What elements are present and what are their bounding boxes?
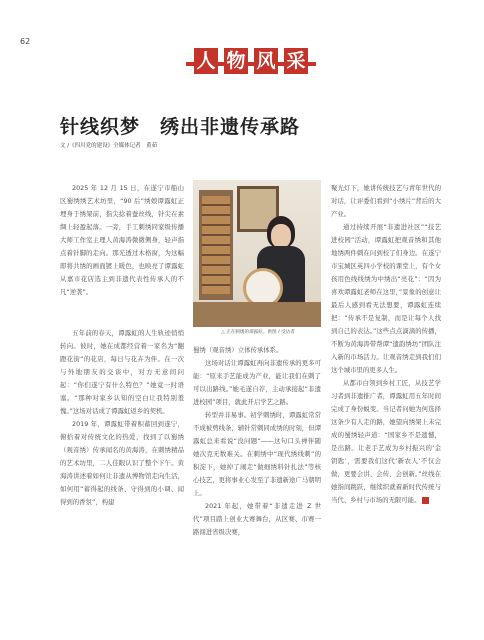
photo-desk xyxy=(193,302,321,327)
photo-caption: △ 正在刺绣的谭露虹。供图 / 受访者 xyxy=(221,330,295,335)
section-char-4: 采 xyxy=(284,48,308,74)
photo-shelf xyxy=(199,190,233,300)
paragraph: 聚光灯下，她讲传统技艺与青年世代的对话，让评委们看到“小绣片”背后的大产业。 xyxy=(331,184,441,218)
section-char-1: 人 xyxy=(194,48,218,74)
paragraph: 蜀绣（观音绣）立体传承体系。 xyxy=(193,346,283,354)
paragraph: 2021 年起，她带着“非遗走进 Z 世代”项目踏上创业大赛舞台，从区赛、市赛一路闯进省级决赛， xyxy=(193,502,321,536)
paragraph: 这场对话让谭露虹再向非遗传承的更多可能：“原来手艺能成为产业，能让我们在刺了可以出路线。”她毛遂自荐，主动承接起“非遗进校园”项目，就此开启学艺之路。 xyxy=(193,359,321,406)
section-char-3: 风 xyxy=(254,48,278,74)
section-char-2: 物 xyxy=(224,48,248,74)
paragraph: 2019 年，谭露虹带着积蓄回到遂宁，俯拾着对传统文化的热爱，找到了以蜀绣（观音绣）传承闻名的黄海涛，在刺绣精品的艺术坊里，二人佳眼认识了整个下午。黄海涛讲述着如何让非遗从博物馆走向生活，如何用“蓄得起的线条、守得到的小调、闻得到的香氛”，构建 xyxy=(60,420,184,506)
column-1-bottom xyxy=(60,327,184,509)
section-banner xyxy=(186,48,316,78)
article-photo xyxy=(193,180,321,327)
column-1-top xyxy=(60,182,184,299)
paragraph: 2025 年 12 月 15 日，在遂宁市船山区蜀绣绣艺术坊里，“90 后”绣娘谭露虹正埋身于绣架前，指尖捻着蚕丝线，针尖在素绸上轻盈起落。一旁，手工刺绣同家级传播大师工作室主理人黄海涛微微侧身，轻声指点着针脚的走向。那光透过木格窗，为这幅即将共绣的画面镀上暖色，也映亮了谭露虹从嘉市花店选主到非遗代表性传承人的不凡“逆袭”。 xyxy=(60,184,184,296)
paragraph: 通过持续开展“非遗进社区”“技艺进校园”活动，谭露虹把观音绣和其他地绣两件刺在问到校了们身边。在遂宁市宝城区英四小学校的课堂上，有个女孩用色线线绣为中绣出“亮花”：“因为喜欢谭露虹老师在这里，”景象的创意让最后人感到看无法想要，谭露虹连续把：“传承不是复制，而是让每个人找到自己的表达。”这些点点滴滴的传播，不断为黄海涛带帮谭“遗韵绣坊”团队注入新的市场活力。让观音绣走到我们们这个城市里的更多人生。 xyxy=(331,223,441,374)
paragraph-final xyxy=(331,377,441,507)
photo-face xyxy=(271,224,291,248)
paragraph: 转型并非易事。初学刺绣时，谭露虹常常不成被剪线条，辅针常刺同成绣的时刻，但谭露虹总来看说“没问题”——这句口头禅伴随她次克无数难关。在刺绣中“现代绣线刺”的积淀下，她掉了闹走“做细绣料针扎法”等核心技艺，更将事业心发至了非遗新途广马朝明上。 xyxy=(193,411,321,497)
column-3 xyxy=(331,182,441,507)
column-2 xyxy=(193,344,321,539)
paragraph: 五年前的春天，谭露虹的人生轨迹悄悄转向。彼时，她在成都经营着一家名为“翻蹬花街”的花店，每日与花卉为伴。在一次与外地朋友的交谈中，对方无意间问起：“你们遂宁有什么特色？”她竟一时语塞。“那种对家乡认知的空白让我特别羞愧。”这场对话成了谭露虹返乡的契机。 xyxy=(60,329,184,415)
end-mark-icon xyxy=(422,497,429,504)
article-headline: 针线织梦 绣出非遗传承路 xyxy=(60,116,301,138)
article-byline: 文 /《四川党的建设》全媒体记者 黄茹 xyxy=(60,143,158,149)
page-number: 62 xyxy=(20,37,31,46)
paragraph-text: 从都市白领到乡村工匠，从技艺学习者到非遗推广者，谭露虹用五年时间完成了身份蜕变。当记者问她为何选择这条少有人走的路，她望向绣架上未完成的蜀绣轻声道：“国家乡不是遗憾，是出路。让老手艺成为乡村振兴的‘金钥匙’，需要我们这代‘新农人’不仅会做，更要会讲、会传、会创新。”丝线在她指间跳跃，继续织就着新时代传统与当代、乡村与市场的无限可能。 xyxy=(331,379,441,504)
